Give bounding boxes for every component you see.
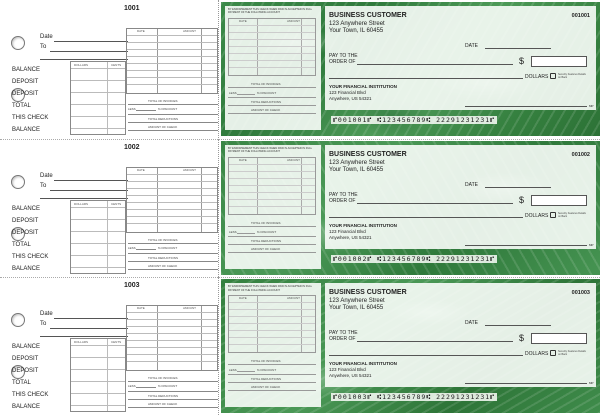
amount-of-check-label: AMOUNT OF CHECK xyxy=(148,402,178,407)
perforation-line xyxy=(218,277,219,415)
voucher-total-of-invoices-label: TOTAL OF INVOICES xyxy=(251,82,281,86)
less-label: LESS xyxy=(128,245,136,250)
voucher-header: BY ENDORSEMENT THIS CHECK WHEN PAID IS ACCEPTED IN FULL PAYMENT OF THE FOLLOWING ACCOUNT xyxy=(228,146,313,153)
voucher-amount-of-check-label: AMOUNT OF CHECK xyxy=(251,246,281,251)
row-perforation xyxy=(0,277,600,278)
customer-name: BUSINESS CUSTOMER xyxy=(329,12,407,19)
customer-address-line2: Your Town, IL 60455 xyxy=(329,305,384,312)
voucher-grid[interactable] xyxy=(228,157,316,215)
stub-to-label: To xyxy=(40,182,47,189)
written-amount-field[interactable] xyxy=(329,217,523,218)
row-perforation xyxy=(0,139,600,140)
table-header-cents: CENTS xyxy=(111,63,122,67)
binder-hole-icon xyxy=(11,175,25,189)
security-features-text: Security Features Details on Back xyxy=(558,73,586,79)
binder-hole-icon xyxy=(11,313,25,327)
micr-line: ⑈001003⑈ ⑆123456789⑆ 22291231231⑈ xyxy=(333,393,496,402)
stub-number: 1002 xyxy=(124,143,140,151)
voucher-less-label: LESS xyxy=(229,368,237,373)
grid-header-date: DATE xyxy=(137,29,145,33)
discount-label: % DISCOUNT xyxy=(158,245,178,250)
dollars-label: DOLLARS xyxy=(525,351,549,358)
stub-balance-table[interactable] xyxy=(70,61,126,135)
total-label: TOTAL xyxy=(12,380,31,387)
deposit-label: DEPOSIT xyxy=(12,229,39,236)
total-label: TOTAL xyxy=(12,103,31,109)
check-number: 001001 xyxy=(571,13,590,19)
voucher-total-of-invoices-label: TOTAL OF INVOICES xyxy=(251,220,281,225)
stub-date-field[interactable] xyxy=(54,318,128,319)
check-date-field[interactable] xyxy=(485,187,551,188)
customer-address-line2: Your Town, IL 60455 xyxy=(329,28,384,34)
payee-field[interactable] xyxy=(357,64,513,65)
grid-header-amount: AMOUNT xyxy=(183,306,196,311)
voucher-grid[interactable] xyxy=(228,18,316,76)
balance-label: BALANCE xyxy=(12,67,41,73)
this-check-label: THIS CHECK xyxy=(12,115,49,121)
amount-box[interactable] xyxy=(531,333,587,344)
check-body xyxy=(221,279,600,413)
check-body xyxy=(221,2,600,136)
voucher-discount-label: % DISCOUNT xyxy=(257,368,277,373)
grid-header-amount: AMOUNT xyxy=(183,29,196,33)
check-number: 001003 xyxy=(571,290,590,297)
balance-label: BALANCE xyxy=(12,127,41,133)
grid-header-date: DATE xyxy=(137,306,145,311)
deposit-label: DEPOSIT xyxy=(12,217,39,224)
voucher-discount-label: % DISCOUNT xyxy=(257,91,277,95)
customer-name: BUSINESS CUSTOMER xyxy=(329,289,407,297)
balance-label: BALANCE xyxy=(12,205,41,212)
bank-address-line2: Anywhere, US 54321 xyxy=(329,234,372,240)
check-face xyxy=(325,283,596,387)
micr-line: ⑈001002⑈ ⑆123456789⑆ 22291231231⑈ xyxy=(333,254,496,263)
check-voucher xyxy=(225,6,321,130)
stub-invoice-grid[interactable] xyxy=(126,305,218,371)
check-face xyxy=(325,6,596,110)
micr-line: ⑈001001⑈ ⑆123456789⑆ 22291231231⑈ xyxy=(333,116,496,124)
check-row xyxy=(0,0,600,139)
customer-address-line1: 123 Anywhere Street xyxy=(329,159,385,166)
amount-box[interactable] xyxy=(531,195,587,206)
stub-invoice-grid[interactable] xyxy=(126,167,218,233)
voucher-amount-of-check-label: AMOUNT OF CHECK xyxy=(251,385,281,390)
customer-address-line1: 123 Anywhere Street xyxy=(329,298,385,305)
pay-to-the-order-of-label: PAY TO THE ORDER OF xyxy=(329,330,358,343)
table-header-dollars: DOLLARS xyxy=(74,340,89,345)
padlock-icon xyxy=(550,73,556,79)
voucher-less-label: LESS xyxy=(229,91,237,95)
discount-label: % DISCOUNT xyxy=(158,384,178,389)
bank-name: YOUR FINANCIAL INSTITUTION xyxy=(329,222,397,228)
voucher-grid[interactable] xyxy=(228,295,316,353)
amount-of-check-label: AMOUNT OF CHECK xyxy=(148,125,178,129)
payee-field[interactable] xyxy=(357,203,513,204)
binder-hole-icon xyxy=(11,36,25,50)
bank-address-line1: 123 Financial Blvd xyxy=(329,228,366,234)
voucher-less-label: LESS xyxy=(229,229,237,234)
stub-to-field[interactable] xyxy=(50,328,128,329)
stub-memo-field[interactable] xyxy=(40,59,128,60)
less-label: LESS xyxy=(128,107,136,111)
stub-balance-table[interactable] xyxy=(70,200,126,274)
mp-mark: MP xyxy=(589,242,594,247)
voucher-header: BY ENDORSEMENT THIS CHECK WHEN PAID IS ACCEPTED IN FULL PAYMENT OF THE FOLLOWING ACCOUNT xyxy=(228,285,313,292)
check-row xyxy=(0,277,600,416)
dollars-label: DOLLARS xyxy=(525,74,549,80)
check-number: 001002 xyxy=(571,151,590,158)
padlock-icon xyxy=(550,212,556,218)
mp-mark: MP xyxy=(589,381,594,386)
check-date-field[interactable] xyxy=(485,325,551,326)
padlock-icon xyxy=(550,350,556,356)
stub-to-label: To xyxy=(40,321,47,328)
amount-of-check-label: AMOUNT OF CHECK xyxy=(148,263,178,268)
balance-label: BALANCE xyxy=(12,265,41,272)
voucher-total-deductions-label: TOTAL DEDUCTIONS xyxy=(251,100,281,104)
customer-address-line2: Your Town, IL 60455 xyxy=(329,166,384,173)
stub-to-label: To xyxy=(40,44,47,50)
security-features-text: Security Features Details on Back xyxy=(558,211,586,218)
total-deductions-label: TOTAL DEDUCTIONS xyxy=(148,117,178,121)
pay-to-the-order-of-label: PAY TO THE ORDER OF xyxy=(329,53,358,65)
voucher-header: BY ENDORSEMENT THIS CHECK WHEN PAID IS ACCEPTED IN FULL PAYMENT OF THE FOLLOWING ACCOUNT xyxy=(228,8,313,15)
check-date-label: DATE xyxy=(465,43,478,49)
stub-date-field[interactable] xyxy=(54,41,128,42)
customer-name: BUSINESS CUSTOMER xyxy=(329,150,407,158)
table-header-cents: CENTS xyxy=(111,340,122,345)
check-face xyxy=(325,145,596,249)
check-date-label: DATE xyxy=(465,320,478,327)
deposit-label: DEPOSIT xyxy=(12,356,39,363)
stub-invoice-grid[interactable] xyxy=(126,28,218,94)
less-label: LESS xyxy=(128,384,136,389)
total-deductions-label: TOTAL DEDUCTIONS xyxy=(148,255,178,260)
voucher-header-amount: AMOUNT xyxy=(287,157,300,162)
discount-label: % DISCOUNT xyxy=(158,107,178,111)
signature-field[interactable] xyxy=(465,383,587,384)
this-check-label: THIS CHECK xyxy=(12,392,49,399)
bank-name: YOUR FINANCIAL INSTITUTION xyxy=(329,361,397,367)
signature-field[interactable] xyxy=(465,245,587,246)
total-of-invoices-label: TOTAL OF INVOICES xyxy=(148,376,178,381)
check-voucher xyxy=(225,145,321,269)
bank-address-line2: Anywhere, US 54321 xyxy=(329,96,372,101)
signature-field[interactable] xyxy=(465,106,587,107)
dollar-sign: $ xyxy=(519,333,525,344)
total-deductions-label: TOTAL DEDUCTIONS xyxy=(148,394,178,399)
grid-header-date: DATE xyxy=(137,167,145,172)
voucher-header-date: DATE xyxy=(239,157,247,162)
stub-date-label: Date xyxy=(40,172,53,179)
mp-mark: MP xyxy=(589,104,594,108)
total-of-invoices-label: TOTAL OF INVOICES xyxy=(148,99,178,103)
voucher-header-date: DATE xyxy=(239,19,247,23)
dollar-sign: $ xyxy=(519,194,525,205)
dollar-sign: $ xyxy=(519,56,525,66)
voucher-discount-label: % DISCOUNT xyxy=(257,229,277,234)
deposit-label: DEPOSIT xyxy=(12,79,39,85)
voucher-header-amount: AMOUNT xyxy=(287,19,300,23)
voucher-header-amount: AMOUNT xyxy=(287,296,300,301)
stub-to-field[interactable] xyxy=(50,51,128,52)
check-stub xyxy=(12,139,218,277)
check-stub xyxy=(12,277,218,415)
stub-date-label: Date xyxy=(40,34,53,40)
voucher-total-deductions-label: TOTAL DEDUCTIONS xyxy=(251,377,281,382)
stub-memo-field[interactable] xyxy=(40,198,128,199)
check-body xyxy=(221,141,600,275)
stub-date-label: Date xyxy=(40,311,53,318)
balance-label: BALANCE xyxy=(12,404,41,411)
stub-date-field[interactable] xyxy=(54,180,128,181)
stub-to-field[interactable] xyxy=(50,190,128,191)
deposit-label: DEPOSIT xyxy=(12,368,39,375)
amount-box[interactable] xyxy=(531,56,587,67)
voucher-header-date: DATE xyxy=(239,296,247,301)
written-amount-field[interactable] xyxy=(329,355,523,356)
table-header-dollars: DOLLARS xyxy=(74,201,89,206)
voucher-total-deductions-label: TOTAL DEDUCTIONS xyxy=(251,238,281,243)
payee-field[interactable] xyxy=(357,341,513,342)
table-header-cents: CENTS xyxy=(111,201,122,206)
stub-memo-field[interactable] xyxy=(40,336,128,337)
table-header-dollars: DOLLARS xyxy=(74,63,89,67)
security-features-text: Security Features Details on Back xyxy=(558,350,586,357)
deposit-label: DEPOSIT xyxy=(12,91,39,97)
balance-label: BALANCE xyxy=(12,344,41,351)
check-stub xyxy=(12,0,218,138)
grid-header-amount: AMOUNT xyxy=(183,167,196,172)
total-label: TOTAL xyxy=(12,241,31,248)
dollars-label: DOLLARS xyxy=(525,212,549,219)
bank-name: YOUR FINANCIAL INSTITUTION xyxy=(329,84,397,89)
bank-address-line2: Anywhere, US 54321 xyxy=(329,373,372,379)
stub-balance-table[interactable] xyxy=(70,338,126,412)
check-date-field[interactable] xyxy=(485,48,551,49)
check-voucher xyxy=(225,283,321,407)
voucher-total-of-invoices-label: TOTAL OF INVOICES xyxy=(251,359,281,364)
written-amount-field[interactable] xyxy=(329,78,523,79)
stub-number: 1003 xyxy=(124,282,140,290)
total-of-invoices-label: TOTAL OF INVOICES xyxy=(148,237,178,242)
check-date-label: DATE xyxy=(465,181,478,188)
bank-address-line1: 123 Financial Blvd xyxy=(329,367,366,373)
check-row xyxy=(0,139,600,278)
stub-number: 1001 xyxy=(124,5,140,12)
voucher-amount-of-check-label: AMOUNT OF CHECK xyxy=(251,108,281,112)
perforation-line xyxy=(218,0,219,138)
pay-to-the-order-of-label: PAY TO THE ORDER OF xyxy=(329,191,358,204)
perforation-line xyxy=(218,139,219,277)
customer-address-line1: 123 Anywhere Street xyxy=(329,21,385,27)
bank-address-line1: 123 Financial Blvd xyxy=(329,90,366,95)
this-check-label: THIS CHECK xyxy=(12,253,49,260)
